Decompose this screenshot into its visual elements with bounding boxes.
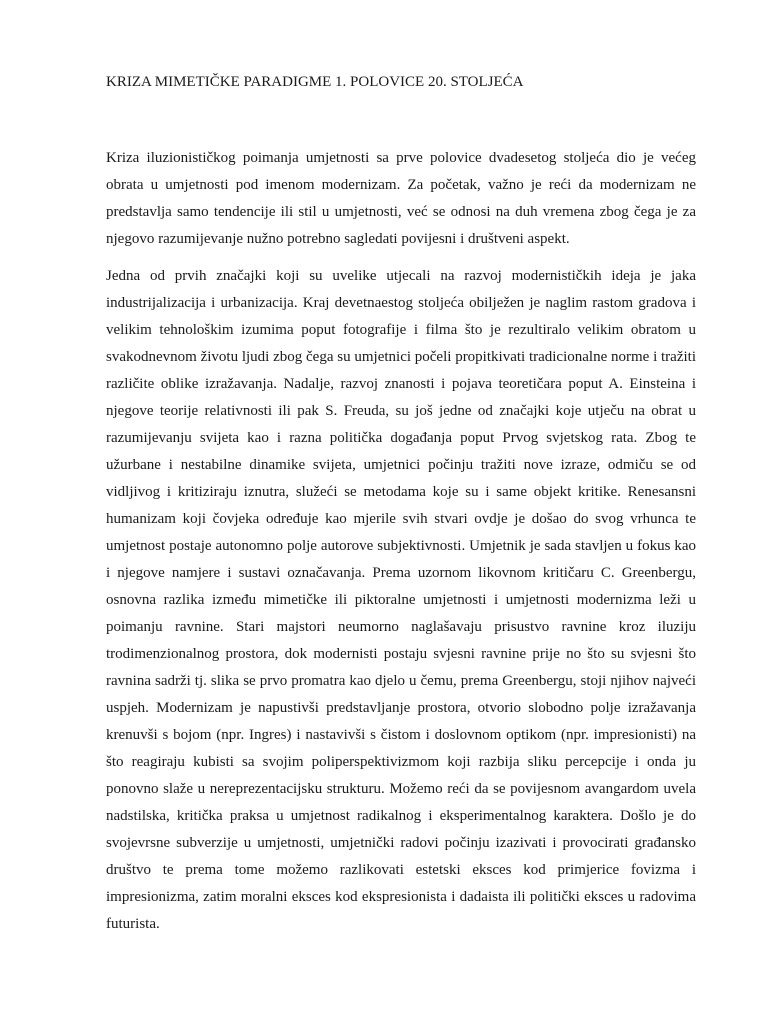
document-body: [106, 145, 696, 948]
paragraph-intro: Kriza iluzionističkog poimanja umjetnosti sa prve polovice dvadesetog stoljeća dio je većeg obrata u umjetnosti pod imenom modernizam. Za početak, važno je reći da modernizam ne predstavlja samo tendencije ili stil u umjetnosti, već se odnosi na duh vremena zbog čega je za njegovo razumijevanje nužno potrebno sagledati povijesni i društveni aspekt.: [106, 150, 696, 247]
paragraph-main: Jedna od prvih značajki koji su uvelike utjecali na razvoj modernističkih ideja je jaka industrijalizacija i urbanizacija. Kraj devetnaestog stoljeća obilježen je naglim rastom gradova i velikim tehnološkim izumima poput fotografije i filma što je rezultiralo velikim obratom u svakodnevnom životu ljudi zbog čega su umjetnici počeli propitkivati tradicionalne norme i tražiti različite oblike izražavanja. Nadalje, razvoj znanosti i pojava teoretičara poput A. Einsteina i njegove teorije relativnosti ili pak S. Freuda, su još jedne od značajki koje utječu na obrat u razumijevanju svijeta kao i razna politička događanja poput Prvog svjetskog rata. Zbog te užurbane i nestabilne dinamike svijeta, umjetnici počinju tražiti nove izraze, odmiču se od vidljivog i kritiziraju iznutra, služeći se metodama koje su i same objekt kritike. Renesansni humanizam koji čovjeka određuje kao mjerile svih stvari ovdje je došao do svog vrhunca te umjetnost postaje autonomno polje autorove subjektivnosti. Umjetnik je sada stavljen u fokus kao i njegove namjere i sustavi označavanja. Prema uzornom likovnom kritičaru C. Greenbergu, osnovna razlika između mimetičke ili piktoralne umjetnosti i umjetnosti modernizma leži u poimanju ravnine. Stari majstori neumorno naglašavaju prisustvo ravnine kroz iluziju trodimenzionalnog prostora, dok modernisti postaju svjesni ravnine prije no što su svjesni što ravnina sadrži tj. slika se prvo promatra kao djelo u čemu, prema Greenbergu, stoji njihov najveći uspjeh. Modernizam je napustivši predstavljanje prostora, otvorio slobodno polje izražavanja krenuvši s bojom (npr. Ingres) i nastavivši s čistom i doslovnom optikom (npr. impresionisti) na što reagiraju kubisti sa svojim poliperspektivizmom koji razbija sliku percepcije i onda ju ponovno slaže u nereprezentacijsku strukturu. Možemo reći da se povijesnom avangardom uvela nadstilska, kritička praksa u umjetnost radikalnog i eksperimentalnog karaktera. Došlo je do svojevrsne subverzije u umjetnosti, umjetnički radovi počinju izazivati i provocirati građansko društvo te prema tome možemo razlikovati estetski eksces kod primjerice fovizma i impresionizma, zatim moralni eksces kod ekspresionista i dadaista ili politički eksces u radovima futurista.: [106, 268, 696, 932]
document-title: KRIZA MIMETIČKE PARADIGME 1. POLOVICE 20. STOLJEĆA: [106, 74, 524, 90]
